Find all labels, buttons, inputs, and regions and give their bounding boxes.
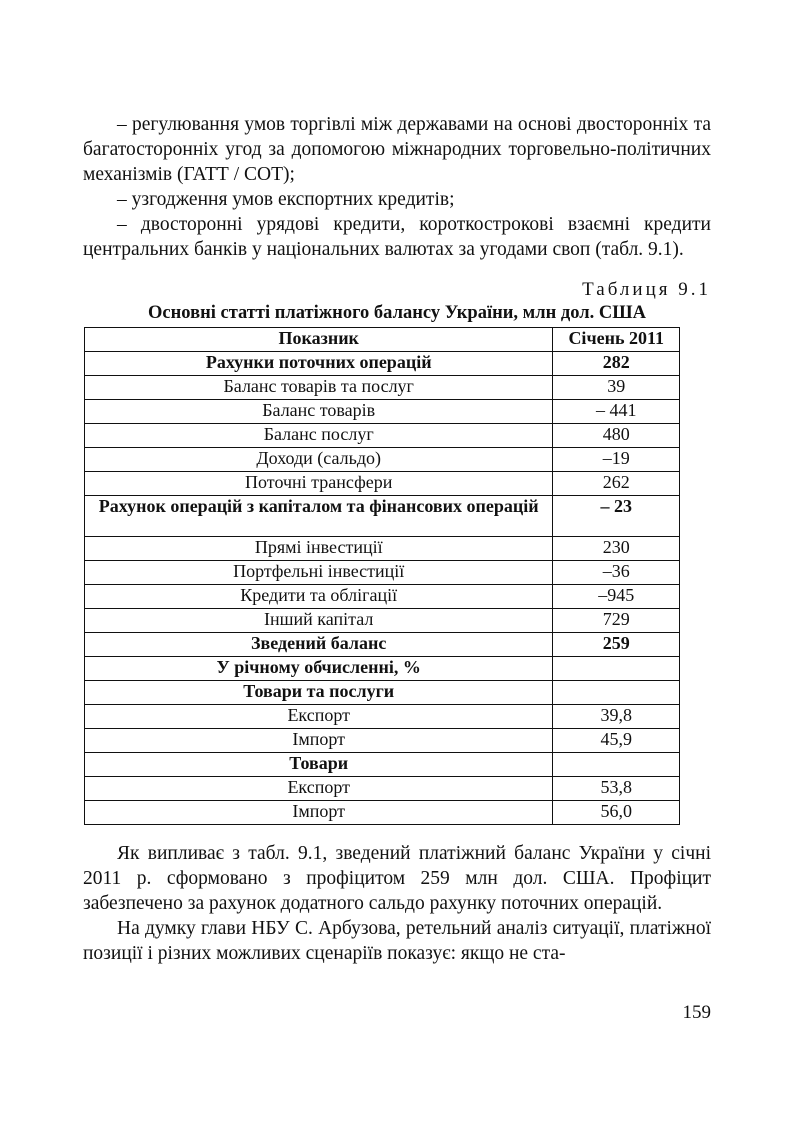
- table-row: [85, 472, 680, 496]
- table-row: [85, 585, 680, 609]
- table-row: [85, 681, 680, 705]
- row-label: Імпорт: [85, 729, 553, 753]
- header-period: Січень 2011: [553, 328, 680, 352]
- table-title: Основні статті платіжного балансу України, млн дол. США: [148, 303, 646, 323]
- row-label: Кредити та облігації: [85, 585, 553, 609]
- row-label: Баланс товарів: [85, 400, 553, 424]
- closing-paragraph-2: На думку глави НБУ С. Арбузова, ретельний аналіз ситуації, платіжної позиції і різних можливих сценаріїв показує: якщо не ста-: [83, 918, 711, 964]
- table-row: [85, 777, 680, 801]
- balance-table: [84, 327, 680, 825]
- intro-paragraph-2: – узгодження умов експортних кредитів;: [117, 189, 455, 210]
- row-value: 262: [553, 472, 680, 496]
- table-row: [85, 633, 680, 657]
- row-value: – 441: [553, 400, 680, 424]
- row-value: [553, 657, 680, 681]
- table-row: [85, 729, 680, 753]
- row-label: Інший капітал: [85, 609, 553, 633]
- table-row: [85, 400, 680, 424]
- table-row: [85, 448, 680, 472]
- table-row: [85, 753, 680, 777]
- row-label: Товари та послуги: [85, 681, 553, 705]
- row-label: Зведений баланс: [85, 633, 553, 657]
- table-row: [85, 705, 680, 729]
- table-row: [85, 376, 680, 400]
- table-row: [85, 657, 680, 681]
- row-value: 53,8: [553, 777, 680, 801]
- table-row: [85, 352, 680, 376]
- row-value: 56,0: [553, 801, 680, 825]
- row-value: 480: [553, 424, 680, 448]
- intro-section: [83, 112, 711, 262]
- table-row: [85, 609, 680, 633]
- row-label: Баланс товарів та послуг: [85, 376, 553, 400]
- row-value: [553, 753, 680, 777]
- row-value: –36: [553, 561, 680, 585]
- table-label: Таблиця 9.1: [582, 279, 711, 300]
- intro-paragraph-1: – регулювання умов торгівлі між державами на основі двосторонніх та багатосторонніх угод за допомогою міжнародних торговельно-політичних механізмів (ГАТТ / СОТ);: [83, 114, 711, 185]
- row-value: –19: [553, 448, 680, 472]
- row-label: У річному обчисленні, %: [85, 657, 553, 681]
- row-label: Експорт: [85, 777, 553, 801]
- row-value: 39,8: [553, 705, 680, 729]
- row-value: 282: [553, 352, 680, 376]
- table-row: [85, 537, 680, 561]
- row-value: 729: [553, 609, 680, 633]
- table-header-row: [85, 328, 680, 352]
- row-value: – 23: [553, 496, 680, 537]
- row-value: 230: [553, 537, 680, 561]
- closing-section: [83, 841, 711, 966]
- intro-paragraph-3: – двосторонні урядові кредити, короткострокові взаємні кредити центральних банків у національних валютах за угодами своп (табл. 9.1).: [83, 214, 711, 260]
- row-label: Поточні трансфери: [85, 472, 553, 496]
- row-value: 39: [553, 376, 680, 400]
- table-row: [85, 561, 680, 585]
- row-label: Прямі інвестиції: [85, 537, 553, 561]
- row-label: Рахунки поточних операцій: [85, 352, 553, 376]
- row-value: 259: [553, 633, 680, 657]
- page-number: 159: [682, 1002, 711, 1023]
- row-label: Портфельні інвестиції: [85, 561, 553, 585]
- table-row: [85, 496, 680, 537]
- page-body: [83, 112, 711, 966]
- closing-paragraph-1: Як випливає з табл. 9.1, зведений платіжний баланс України у січні 2011 р. сформовано з профіцитом 259 млн дол. США. Профіцит забезпечено за рахунок додатного сальдо рахунку поточних операцій.: [83, 843, 711, 914]
- row-label: Експорт: [85, 705, 553, 729]
- row-value: 45,9: [553, 729, 680, 753]
- header-indicator: Показник: [85, 328, 553, 352]
- row-value: –945: [553, 585, 680, 609]
- row-label: Баланс послуг: [85, 424, 553, 448]
- row-label: Товари: [85, 753, 553, 777]
- row-label: Імпорт: [85, 801, 553, 825]
- table-row: [85, 424, 680, 448]
- row-label: Доходи (сальдо): [85, 448, 553, 472]
- table-row: [85, 801, 680, 825]
- row-label: Рахунок операцій з капіталом та фінансових операцій: [85, 496, 553, 537]
- row-value: [553, 681, 680, 705]
